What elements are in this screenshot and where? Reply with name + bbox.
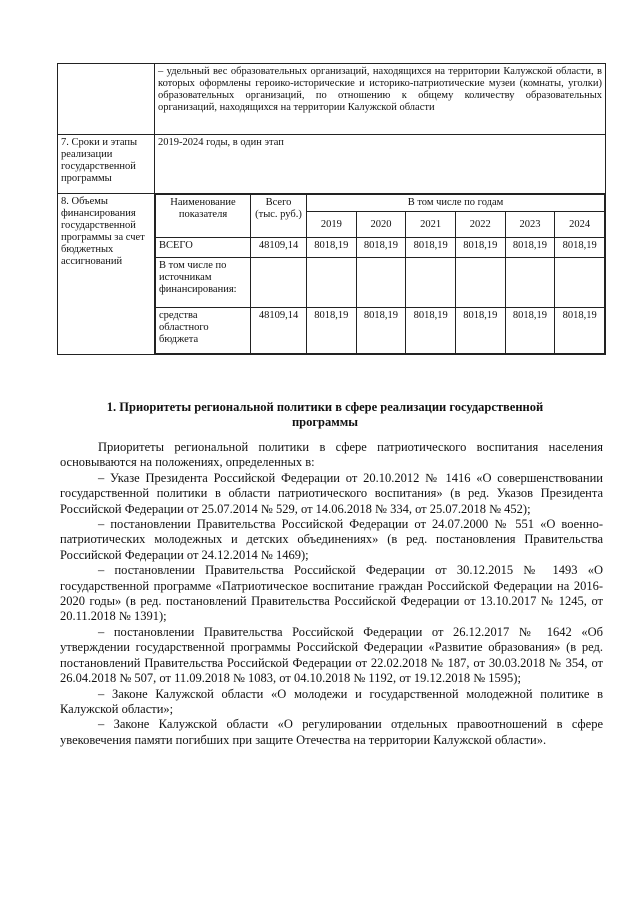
financing-label-cell: 8. Объемы финансирования государственной программы за счет бюджетных ассигнований	[58, 194, 155, 355]
row-value: 8018,19	[505, 308, 555, 354]
empty-label-cell	[58, 64, 155, 135]
row-value: 8018,19	[505, 238, 555, 258]
row-value: 8018,19	[455, 238, 505, 258]
row-value: 8018,19	[406, 308, 456, 354]
table-row-terms	[58, 135, 606, 194]
row-value: 8018,19	[356, 308, 406, 354]
row-name: средства областного бюджета	[156, 308, 251, 354]
header-year: 2019	[307, 212, 357, 238]
table-row	[156, 258, 605, 308]
row-value: 8018,19	[455, 308, 505, 354]
table-row	[156, 308, 605, 354]
header-year: 2020	[356, 212, 406, 238]
header-year: 2024	[555, 212, 605, 238]
financing-cell	[155, 194, 606, 355]
row-name: В том числе по источникам финансирования:	[156, 258, 251, 308]
financing-header-row	[156, 195, 605, 212]
paragraph: – постановлении Правительства Российской Федерации от 24.07.2000 № 551 «О военно-патриотических молодежных и детских объединениях» (в ред. постановления Правительства Российской Федерации от 24.12.2014 № 1469);	[60, 517, 603, 562]
header-year: 2021	[406, 212, 456, 238]
paragraph: – Законе Калужской области «О молодежи и государственной молодежной политике в Калужской области»;	[60, 686, 603, 716]
table-row	[156, 238, 605, 258]
section-heading: 1. Приоритеты региональной политики в сфере реализации государственной программы	[106, 400, 544, 429]
terms-label-cell: 7. Сроки и этапы реализации государственной программы	[58, 135, 155, 194]
paragraph: – постановлении Правительства Российской Федерации от 26.12.2017 № 1642 «Об утверждении государственной программы Российской Федерации «Развитие образования» (в ред. постановлений Правительства Российской Федерации от 22.02.2018 № 187, от 30.03.2018 № 354, от 26.04.2018 № 507, от 11.09.2018 № 1083, от 04.10.2018 № 1192, от 19.12.2018 № 1595);	[60, 624, 603, 686]
terms-value-cell: 2019-2024 годы, в один этап	[155, 135, 606, 194]
row-value: 8018,19	[307, 308, 357, 354]
row-value: 8018,19	[307, 238, 357, 258]
program-passport-table	[57, 63, 606, 355]
row-total: 48109,14	[251, 308, 307, 354]
table-row-continuation	[58, 64, 606, 135]
header-year: 2022	[455, 212, 505, 238]
row-value: 8018,19	[356, 238, 406, 258]
financing-table	[155, 194, 605, 354]
row-value: 8018,19	[555, 308, 605, 354]
paragraph: – постановлении Правительства Российской Федерации от 30.12.2015 № 1493 «О государственной программе «Патриотическое воспитание граждан Российской Федерации на 2016-2020 годы» (в ред. постановлений Правительства Российской Федерации от 13.10.2017 № 1245, от 20.11.2018 № 1391);	[60, 563, 603, 624]
row-value: 8018,19	[555, 238, 605, 258]
paragraph: Приоритеты региональной политики в сфере патриотического воспитания населения основываются на положениях, определенных в:	[60, 440, 603, 470]
header-year: 2023	[505, 212, 555, 238]
paragraph: – Указе Президента Российской Федерации от 20.10.2012 № 1416 «О совершенствовании государственной политики в области патриотического воспитания» (в ред. Указов Президента Российской Федерации от 25.07.2014 № 529, от 14.06.2018 № 334, от 25.07.2018 № 452);	[60, 470, 603, 516]
section-body	[60, 440, 603, 748]
row-value: 8018,19	[406, 238, 456, 258]
paragraph: – Законе Калужской области «О регулировании отдельных правоотношений в сфере увековечения памяти погибших при защите Отечества на территории Калужской области».	[60, 717, 603, 747]
header-total: Всего (тыс. руб.)	[251, 195, 307, 238]
header-by-years: В том числе по годам	[307, 195, 605, 212]
row-name: ВСЕГО	[156, 238, 251, 258]
header-name: Наименование показателя	[156, 195, 251, 238]
row-total: 48109,14	[251, 238, 307, 258]
table-row-financing	[58, 194, 606, 355]
indicator-text-cell: – удельный вес образовательных организаций, находящихся на территории Калужской области, в которых оформлены героико-исторические и историко-патриотические музеи (комнаты, уголки) образовательных организаций, по отношению к общему количеству образовательных организаций, находящихся на территории Калужской области	[155, 64, 606, 135]
